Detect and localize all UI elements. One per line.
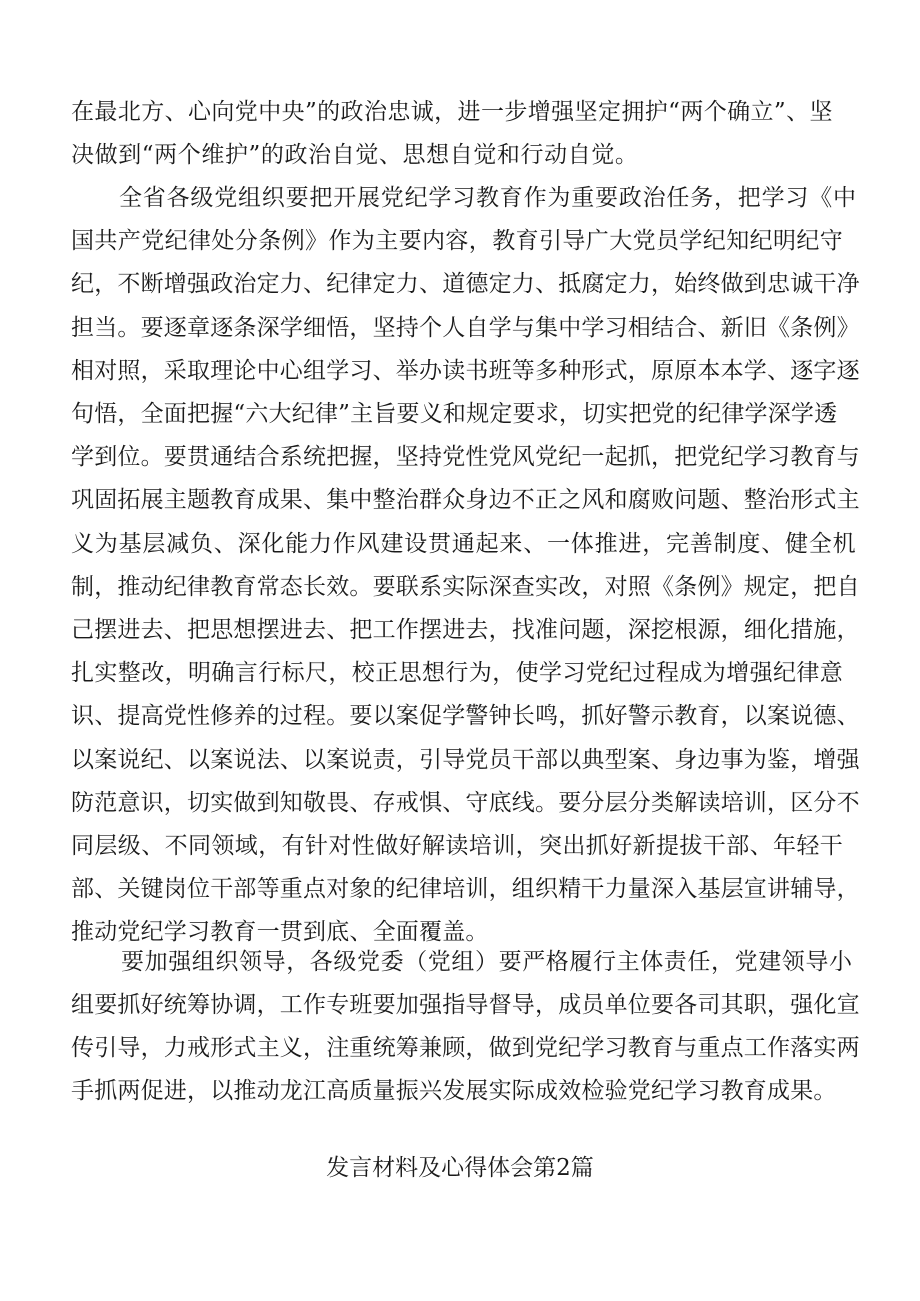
paragraph-3-line-4: 手抓两促进，以推动龙江高质量振兴发展实际成效检验党纪学习教育成果。: [71, 1078, 837, 1104]
paragraph-2-line-6: 句悟，全面把握“六大纪律”主旨要义和规定要求，切实把党的纪律学深学透: [71, 401, 838, 427]
section-heading: 发言材料及心得体会第2篇: [326, 1155, 594, 1181]
paragraph-2-line-16: 同层级、不同领域，有针对性做好解读培训，突出抓好新提拔干部、年轻干: [71, 833, 844, 859]
paragraph-2-line-14: 以案说纪、以案说法、以案说责，引导党员干部以典型案、身边事为鉴，增强: [71, 747, 860, 773]
paragraph-2-line-2: 国共产党纪律处分条例》作为主要内容，教育引导广大党员学纪知纪明纪守: [71, 228, 844, 254]
paragraph-2-line-18: 推动党纪学习教育一贯到底、全面覆盖。: [71, 919, 489, 945]
paragraph-2-line-13: 识、提高党性修养的过程。要以案促学警钟长鸣，抓好警示教育，以案说德、: [71, 703, 860, 729]
paragraph-3-line-3: 传引导，力戒形式主义，注重统筹兼顾，做到党纪学习教育与重点工作落实两: [71, 1035, 860, 1061]
paragraph-2-line-12: 扎实整改，明确言行标尺，校正思想行为，使学习党纪过程成为增强纪律意: [71, 660, 844, 686]
paragraph-1-line-2: 决做到“两个维护”的政治自觉、思想自觉和行动自觉。: [71, 142, 639, 168]
paragraph-2-line-11: 己摆进去、把思想摆进去、把工作摆进去，找准问题，深挖根源，细化措施，: [71, 617, 860, 643]
paragraph-2-line-8: 巩固拓展主题教育成果、集中整治群众身边不正之风和腐败问题、整治形式主: [71, 487, 860, 513]
paragraph-2-line-4: 担当。要逐章逐条深学细悟，坚持个人自学与集中学习相结合、新旧《条例》: [71, 315, 860, 341]
paragraph-2-line-5: 相对照，采取理论中心组学习、举办读书班等多种形式，原原本本学、逐字逐: [71, 358, 860, 384]
paragraph-2-line-1: 全省各级党组织要把开展党纪学习教育作为重要政治任务，把学习《中: [119, 185, 857, 211]
paragraph-2-line-3: 纪，不断增强政治定力、纪律定力、道德定力、抵腐定力，始终做到忠诚干净: [71, 271, 860, 297]
paragraph-2-line-15: 防范意识，切实做到知敬畏、存戒惧、守底线。要分层分类解读培训，区分不: [71, 790, 860, 816]
paragraph-2-line-17: 部、关键岗位干部等重点对象的纪律培训，组织精干力量深入基层宣讲辅导，: [71, 876, 860, 902]
paragraph-2-line-9: 义为基层减负、深化能力作风建设贯通起来、一体推进，完善制度、健全机: [71, 531, 857, 557]
paragraph-3-line-2: 组要抓好统筹协调，工作专班要加强指导督导，成员单位要各司其职，强化宣: [71, 992, 860, 1018]
paragraph-3-line-1: 要加强组织领导，各级党委（党组）要严格履行主体责任，党建领导小: [121, 949, 853, 975]
paragraph-2-line-7: 学到位。要贯通结合系统把握，坚持党性党风党纪一起抓，把党纪学习教育与: [71, 444, 860, 470]
paragraph-2-line-10: 制，推动纪律教育常态长效。要联系实际深查实改，对照《条例》规定，把自: [71, 574, 860, 600]
paragraph-1-line-1: 在最北方、心向党中央”的政治忠诚，进一步增强坚定拥护“两个确立”、坚: [71, 99, 833, 125]
